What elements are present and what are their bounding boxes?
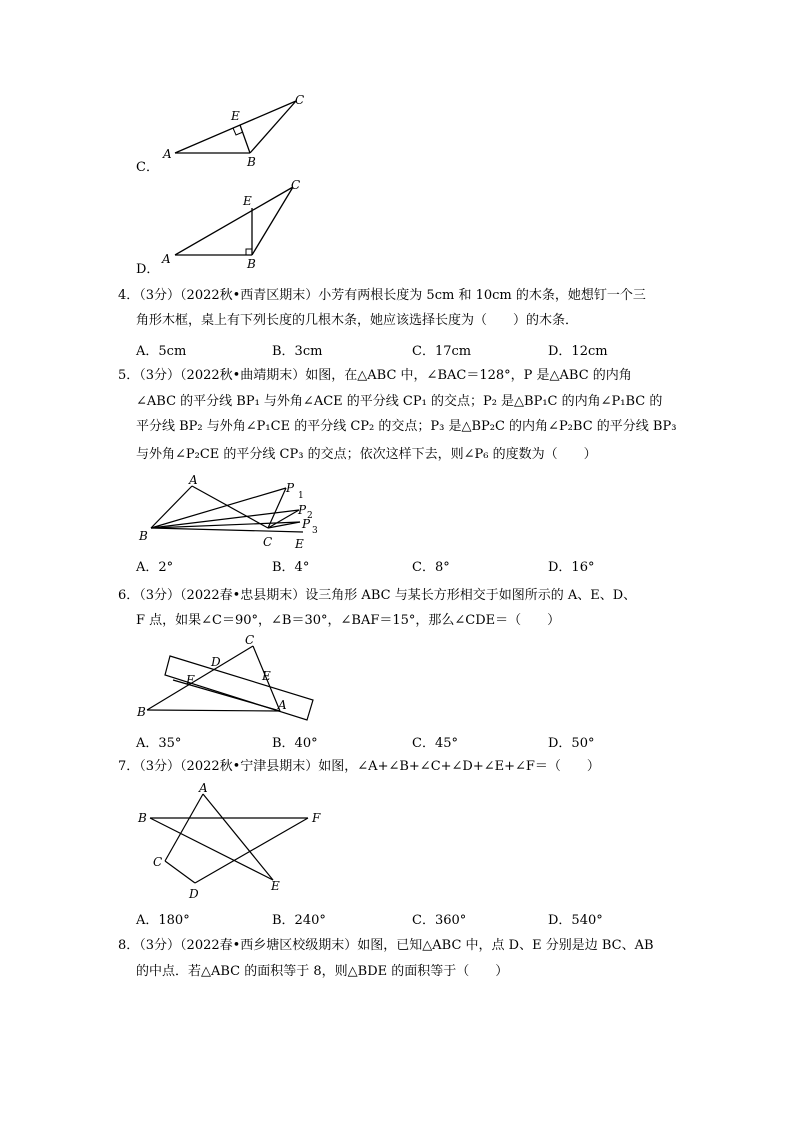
q6-figure: [135, 632, 325, 722]
label-b: B: [137, 705, 146, 719]
label-a: A: [163, 147, 172, 161]
label-p1-sub: 1: [298, 491, 304, 501]
label-f: F: [312, 811, 321, 825]
label-p3-sub: 3: [312, 526, 318, 536]
q5-option-d[interactable]: D．16°: [548, 560, 595, 575]
q7-line-1: 7．（3分）（2022秋•宁津县期末）如图，∠A+∠B+∠C+∠D+∠E+∠F＝（ ）: [118, 759, 600, 774]
q7-figure: [135, 780, 335, 900]
q4-option-d[interactable]: D．12cm: [548, 344, 608, 359]
q5-option-a[interactable]: A．2°: [136, 560, 174, 575]
q4-option-a[interactable]: A．5cm: [136, 344, 187, 359]
q4-option-b[interactable]: B．3cm: [272, 344, 323, 359]
label-a: A: [278, 698, 287, 712]
label-e: E: [271, 879, 280, 893]
option-d-label: D．: [136, 262, 160, 277]
label-c: C: [245, 633, 255, 647]
label-f: F: [186, 673, 195, 687]
label-c: C: [263, 535, 273, 549]
figure-option-c: [155, 90, 315, 170]
q5-line-4: 与外角∠P₂CE 的平分线 CP₃ 的交点；依次这样下去，则∠P₆ 的度数为（ ）: [136, 447, 597, 462]
q6-line-1: 6．（3分）（2022春•忠县期末）设三角形 ABC 与某长方形相交于如图所示的 A、E、D、: [118, 588, 637, 603]
label-b: B: [247, 257, 256, 270]
label-p3: P: [302, 517, 311, 531]
label-e: E: [295, 537, 304, 550]
q6-option-b[interactable]: B．40°: [272, 736, 318, 751]
q6-option-a[interactable]: A．35°: [136, 736, 182, 751]
label-d: D: [189, 887, 199, 900]
label-b: B: [247, 155, 256, 169]
label-d: D: [211, 655, 221, 669]
q5-option-c[interactable]: C．8°: [412, 560, 450, 575]
q5-option-b[interactable]: B．4°: [272, 560, 310, 575]
label-c: C: [153, 855, 163, 869]
q7-option-d[interactable]: D．540°: [548, 913, 603, 928]
label-p2-sub: 2: [307, 511, 313, 521]
label-e: E: [231, 109, 240, 123]
q5-line-3: 平分线 BP₂ 与外角∠P₁CE 的平分线 CP₂ 的交点；P₃ 是△BP₂C 的内角∠P₂BC 的平分线 BP₃: [136, 419, 677, 434]
label-p1: P: [286, 481, 295, 495]
q8-line-2: 的中点．若△ABC 的面积等于 8，则△BDE 的面积等于（ ）: [136, 964, 509, 979]
q5-figure: [135, 470, 335, 550]
label-a: A: [189, 473, 198, 487]
label-a: A: [199, 781, 208, 795]
label-a: A: [162, 252, 171, 266]
label-e: E: [262, 669, 271, 683]
q7-option-b[interactable]: B．240°: [272, 913, 326, 928]
q7-option-a[interactable]: A．180°: [136, 913, 190, 928]
label-p2: P: [298, 503, 307, 517]
figure-option-d: [155, 175, 315, 270]
label-c: C: [291, 178, 301, 192]
label-e: E: [243, 194, 252, 208]
q5-line-1: 5．（3分）（2022秋•曲靖期末）如图，在△ABC 中，∠BAC＝128°，P 是△ABC 的内角: [118, 368, 632, 383]
q7-option-c[interactable]: C．360°: [412, 913, 467, 928]
q6-line-2: F 点，如果∠C＝90°，∠B＝30°，∠BAF＝15°，那么∠CDE＝（ ）: [136, 613, 561, 628]
q6-option-d[interactable]: D．50°: [548, 736, 595, 751]
q4-line-2: 角形木框，桌上有下列长度的几根木条，她应该选择长度为（ ）的木条．: [136, 313, 579, 328]
q4-line-1: 4．（3分）（2022秋•西青区期末）小芳有两根长度为 5cm 和 10cm 的木条，她想钉一个三: [118, 288, 646, 303]
label-b: B: [139, 529, 148, 543]
option-c-label: C．: [136, 160, 159, 175]
q5-line-2: ∠ABC 的平分线 BP₁ 与外角∠ACE 的平分线 CP₁ 的交点；P₂ 是△BP₁C 的内角∠P₁BC 的: [136, 394, 663, 409]
q8-line-1: 8．（3分）（2022春•西乡塘区校级期末）如图，已知△ABC 中，点 D、E 分别是边 BC、AB: [118, 938, 654, 953]
label-c: C: [295, 93, 305, 107]
q4-option-c[interactable]: C．17cm: [412, 344, 472, 359]
label-b: B: [138, 811, 147, 825]
q6-option-c[interactable]: C．45°: [412, 736, 458, 751]
